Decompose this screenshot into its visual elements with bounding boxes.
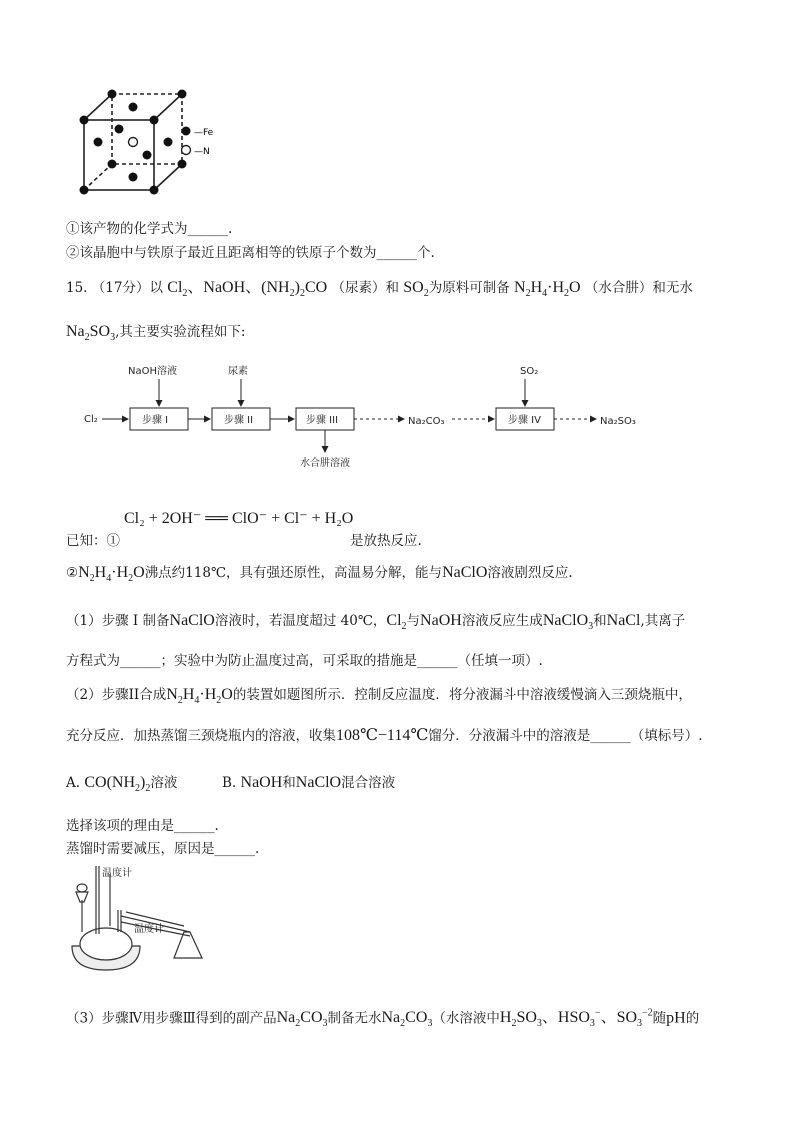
sub1-line1 — [66, 612, 685, 636]
option-b-tail: 混合溶液 — [341, 775, 396, 791]
naclo3-formula: NaClO$_3$ — [542, 612, 594, 633]
flow-input-so2: SO₂ — [520, 366, 539, 377]
q15-number: 15. — [66, 280, 88, 296]
na2co3-formula: $Na_2CO_3$ — [276, 1009, 328, 1030]
flow-output-hydrazine: 水合肼溶液 — [300, 458, 350, 469]
known-item2-text: 沸点约118℃，具有强还原性，高温易分解，能与 — [144, 565, 443, 581]
na2so3-formula: $Na_2SO_3$ — [66, 323, 116, 344]
naclo-formula-2: NaClO — [169, 612, 215, 629]
flow-end-product: Na₂SO₃ — [600, 416, 636, 427]
naclo-formula-3: NaClO — [295, 774, 342, 791]
flow-input-urea: 尿素 — [228, 366, 248, 377]
sub1-line2: 方程式为______；实验中为防止温度过高，可采取的措施是______（任填一项）. — [66, 653, 543, 669]
flow-input-naoh: NaOH溶液 — [128, 366, 177, 377]
temp-range: 108℃−114℃ — [336, 727, 429, 744]
hydrazine-formula: $N_2H_4\cdot H_2O$ — [514, 279, 581, 300]
sub1-c: 与 — [406, 613, 421, 629]
flow-step4: 步骤 IV — [508, 415, 541, 426]
q15-line2 — [66, 323, 245, 347]
option-a-label: A. — [66, 775, 81, 791]
sub2-line2 — [66, 727, 703, 745]
known-equation-note: 是放热反应. — [350, 533, 422, 549]
sub1-d: 溶液反应生成 — [461, 613, 543, 629]
sub2-reduced-pressure: 蒸馏时需要减压，原因是______. — [66, 841, 260, 857]
naoh-formula-2: NaOH — [240, 774, 283, 791]
option-a-tail: 溶液 — [150, 775, 178, 791]
legend-fe: —Fe — [194, 128, 214, 138]
ph-symbol: pH — [666, 1009, 686, 1027]
hydrazine-formula-3: $N_2H_4\cdot H_2O$ — [166, 686, 233, 707]
sulfite-species: $H_2SO_3$、$HSO_3^-$、$SO_3^{-2}$ — [499, 1008, 653, 1030]
sub3-a: （3）步骤Ⅳ用步骤Ⅲ得到的副产品 — [66, 1010, 277, 1027]
sub1-e: 和 — [593, 613, 607, 629]
known-item2-tail: 溶液剧烈反应. — [487, 565, 573, 581]
known-item2 — [66, 564, 573, 588]
thermometer-label-1: 温度计 — [102, 868, 132, 879]
q15-score: （17分）以 — [91, 280, 163, 296]
known-label: 已知：① — [66, 533, 120, 549]
sub3-b: 制备无水 — [327, 1010, 382, 1027]
sub1-f: ,其离子 — [640, 613, 686, 629]
sub2-a: （2）步骤II合成 — [66, 687, 167, 703]
q15-line1-a: 为原料可制备 — [428, 280, 510, 296]
thermometer-label-2: 温度计 — [134, 924, 164, 935]
sub2-line2-a: 充分反应．加热蒸馏三颈烧瓶内的溶液，收集 — [66, 728, 336, 744]
q15-line1 — [66, 279, 693, 303]
distillation-apparatus-figure — [66, 862, 226, 974]
sub3-e: 的 — [685, 1010, 700, 1027]
sub2-b: 的装置如题图所示．控制反应温度．将分液漏斗中溶液缓慢滴入三颈烧瓶中， — [232, 687, 692, 703]
sub3-line — [66, 1005, 699, 1034]
flow-step3: 步骤 III — [306, 415, 339, 426]
flow-step1: 步骤 I — [142, 415, 169, 426]
flow-start: Cl₂ — [84, 414, 98, 425]
sub2-reason: 选择该项的理由是______. — [66, 818, 219, 834]
legend-n: —N — [194, 147, 210, 157]
q14-part1: ①该产物的化学式为______. — [66, 221, 233, 237]
sub1-a: （1）步骤 I 制备 — [66, 613, 170, 629]
crystal-cell-figure — [70, 88, 250, 204]
naoh-formula: NaOH — [420, 612, 462, 629]
sub2-line2-b: 馏分．分液漏斗中的溶液是______（填标号）. — [428, 728, 703, 744]
na2co3-formula-2: $Na_2CO_3$ — [381, 1009, 433, 1030]
so2-formula: $SO_2$ — [403, 279, 429, 300]
option-b — [222, 774, 395, 792]
sub3-c: （水溶液中 — [432, 1010, 500, 1027]
hydrazine-formula-2: $N_2H_4\cdot H_2O$ — [78, 564, 145, 585]
option-b-mid: 和 — [282, 775, 296, 791]
q14-part2: ②该晶胞中与铁原子最近且距离相等的铁原子个数为______个. — [66, 245, 435, 261]
sub2-line1 — [66, 686, 692, 710]
option-b-label: B. — [222, 775, 237, 791]
flow-chart — [80, 362, 720, 472]
sub3-d: 随 — [652, 1010, 667, 1027]
sub1-b: 溶液时，若温度超过 40℃， — [214, 613, 387, 629]
urea-note: （尿素）和 — [331, 280, 399, 296]
option-a — [66, 774, 177, 798]
known-equation: Cl₂ + 2OH⁻ ══ ClO⁻ + Cl⁻ + H₂O — [124, 510, 354, 527]
flow-step2: 步骤 II — [224, 415, 254, 426]
q15-line2-text: ,其主要实验流程如下: — [115, 324, 246, 340]
q15-line1-b: （水合肼）和无水 — [584, 280, 693, 296]
naclo-formula: NaClO — [442, 564, 488, 581]
known-item2-label: ② — [66, 565, 79, 581]
flow-mid-product: Na₂CO₃ — [408, 416, 445, 427]
reagents-formula: $Cl_2$、NaOH、$(NH_2)_2CO$ — [167, 279, 328, 300]
cl2-formula: $Cl_2$ — [386, 612, 407, 633]
urea-formula: $CO(NH_2)_2$ — [84, 774, 151, 795]
nacl-formula: NaCl — [606, 612, 641, 629]
